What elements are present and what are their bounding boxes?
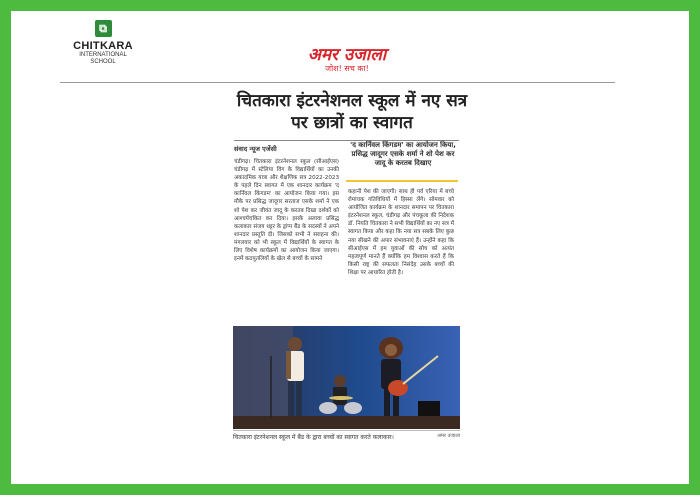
school-logo <box>58 20 148 66</box>
pull-quote: 'द कार्निवल किंगडम' का आयोजन किया, प्रसिद्ध जादूगर एसके शर्मा ने शो पेश कर जादू के करतब दिखाए <box>350 141 456 167</box>
article-column-2: कहानी पेश की जाएगी। साथ ही पर्व एरिया में बच्चे रोमांचक गतिविधियों में हिस्सा लेंगे। सोमवार को आयोजित कार्यक्रम के शानदार समापन पर चितकारा इंटरनेशनल स्कूल, चंडीगढ़ और पंचकूला की निदेशक डॉ. नियति चितकारा ने सभी विद्यार्थियों का नए सत्र में स्वागत किया और कहा कि नया सत्र सबके लिए कुछ नया सीखने की अपार संभावनाएं हैं। उन्होंने कहा कि सीआईएस में हम युवाओं की सोच को अत्यंत महत्वपूर्ण मानते हैं क्योंकि हम विश्वास करते हैं कि किसी राष्ट्र की सफलता निसंदेह उसके बच्चों की शिक्षा पर आधारित होती है। <box>348 189 454 276</box>
band-performance-photo <box>233 326 460 429</box>
article-byline: संवाद न्यूज एजेंसी <box>234 145 277 153</box>
article-headline: चितकारा इंटरनेशनल स्कूल में नए सत्र पर छात्रों का स्वागत <box>236 91 468 133</box>
photo-credit: अमर उजाला <box>437 433 460 439</box>
photo-caption <box>233 430 460 441</box>
pull-quote-underline <box>346 180 458 182</box>
newspaper-name: अमर उजाला <box>307 45 387 65</box>
newspaper-tagline: जोश! सच का! <box>325 64 369 73</box>
article-column-1: चंडीगढ़। चितकारा इंटरनेशनल स्कूल (सीआईएस) चंडीगढ़ में स्टेलिया विंग के विद्यार्थियों का उनकी अकादमिक यात्रा और शैक्षणिक सत्र 2022-2023 के पहले दिन स्वागत में एक शानदार कार्यक्रम 'द कार्निवल किंगडम' का आयोजन किया गया। इस मौके पर प्रसिद्ध जादूगर सरताज एसके शर्मा ने एक शो पेश कर जीवंत जादू के करतब दिखा दर्शकों को आश्चर्यचकित कर दिया। इसके अलावा प्रसिद्ध कलाकार संजय थट्टर के ड्रांप्प बैंड के सदस्यों ने अपने शानदार प्रस्तुति दी। जिसको सभी ने सराहना की। मंगलवार को भी स्कूल में विद्यार्थियों के स्वागत के लिए विशेष कार्यक्रमों का आयोजन किया जाएगा। इनमें कठपुतलियों के खेल से बच्चों के सामने <box>234 159 339 263</box>
masthead-divider <box>60 82 615 83</box>
newspaper-masthead <box>288 46 406 74</box>
school-sub-line-1: INTERNATIONAL <box>79 52 127 58</box>
photo-caption-text: चितकारा इंटरनेशनल स्कूल में बैंड के द्वारा बच्चों का स्वागत करते कलाकार। <box>233 434 394 441</box>
article-photo <box>233 326 460 429</box>
school-sub-line-2: SCHOOL <box>90 59 116 65</box>
school-name: CHITKARA <box>73 40 133 52</box>
school-logo-icon: ⧉ <box>95 20 112 37</box>
